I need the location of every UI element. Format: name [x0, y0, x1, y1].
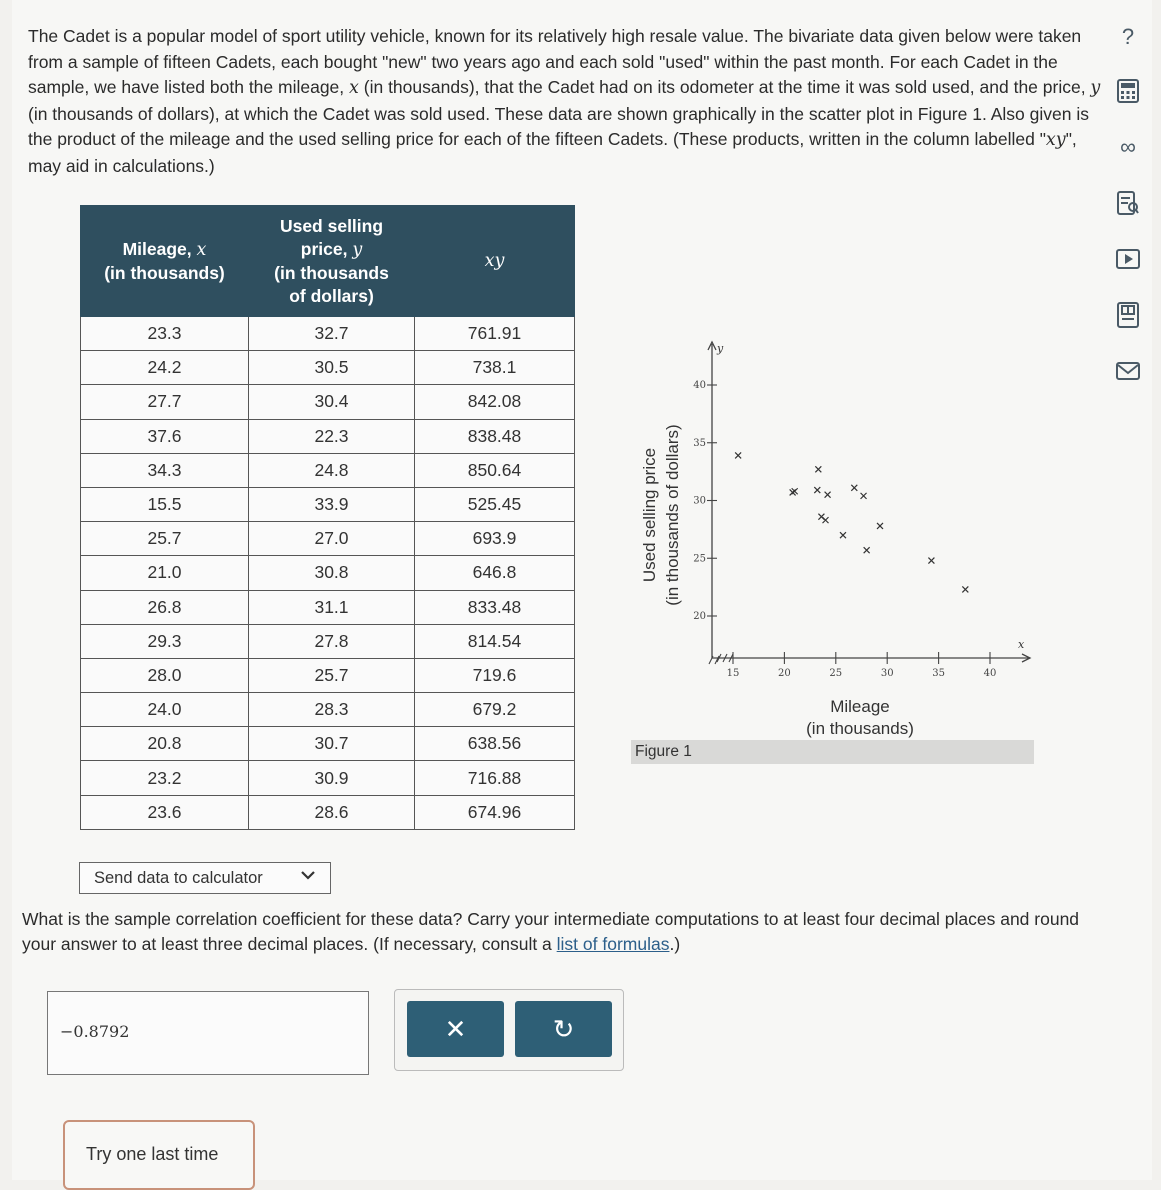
cell-xy: 761.91 [415, 317, 575, 351]
y-axis-subtitle: (in thousands of dollars) [663, 424, 682, 606]
cell-mileage: 24.0 [81, 693, 249, 727]
cell-mileage: 21.0 [81, 556, 249, 590]
x-axis-letter: x [1018, 638, 1025, 651]
cell-mileage: 23.6 [81, 795, 249, 829]
figure-caption: Figure 1 [631, 740, 1034, 764]
x-tick-label: 15 [726, 668, 740, 679]
table-row [81, 590, 575, 624]
cell-mileage: 29.3 [81, 624, 249, 658]
x-axis-break [717, 654, 733, 662]
data-point [928, 558, 934, 564]
cell-price: 31.1 [249, 590, 415, 624]
formulas-link[interactable]: list of formulas [556, 934, 670, 954]
data-icon[interactable] [1113, 188, 1143, 218]
cell-mileage: 20.8 [81, 727, 249, 761]
table-row [81, 795, 575, 829]
cell-xy: 842.08 [415, 385, 575, 419]
cell-mileage: 25.7 [81, 522, 249, 556]
data-point [861, 493, 867, 499]
cell-price: 30.4 [249, 385, 415, 419]
table-row [81, 419, 575, 453]
cell-mileage: 23.3 [81, 317, 249, 351]
question-text: What is the sample correlation coefficient for these data? Carry your intermediate computations to at least four decimal places and round your answer to at least three decimal places. (If necessary, consult a list of formulas.) [22, 909, 1080, 954]
table-row [81, 624, 575, 658]
x-axis-title: Mileage [830, 697, 890, 716]
data-table [80, 205, 575, 830]
answer-input[interactable] [47, 991, 369, 1075]
cell-xy: 833.48 [415, 590, 575, 624]
cell-price: 22.3 [249, 419, 415, 453]
undo-button[interactable] [515, 1001, 612, 1057]
data-point [840, 532, 846, 538]
y-tick-label: 25 [693, 553, 706, 565]
data-point [962, 586, 968, 592]
x-tick-label: 30 [880, 668, 894, 679]
video-icon[interactable] [1113, 244, 1143, 274]
table-row [81, 658, 575, 692]
x-tick-label: 35 [932, 668, 945, 679]
calculator-icon[interactable] [1113, 76, 1143, 106]
table-row [81, 727, 575, 761]
cell-xy: 850.64 [415, 453, 575, 487]
cell-xy: 719.6 [415, 658, 575, 692]
cell-mileage: 15.5 [81, 487, 249, 521]
y-axis-title: Used selling price [640, 447, 659, 583]
data-point [851, 485, 857, 491]
cell-mileage: 28.0 [81, 658, 249, 692]
cell-mileage: 37.6 [81, 419, 249, 453]
chart-ticks [693, 380, 996, 679]
data-point [877, 523, 883, 529]
y-axis-letter: y [717, 342, 724, 355]
table-row [81, 317, 575, 351]
data-point [792, 488, 798, 494]
infinity-icon[interactable]: ∞ [1120, 134, 1136, 159]
send-data-label: Send data to calculator [94, 868, 263, 887]
table-row [81, 385, 575, 419]
help-icon[interactable]: ? [1121, 24, 1135, 49]
mail-icon[interactable] [1113, 356, 1143, 386]
cell-xy: 525.45 [415, 487, 575, 521]
column-header-xy: xy [415, 206, 575, 317]
cell-price: 27.8 [249, 624, 415, 658]
table-row [81, 693, 575, 727]
cell-mileage: 26.8 [81, 590, 249, 624]
data-point [823, 517, 829, 523]
cell-price: 30.5 [249, 351, 415, 385]
problem-statement: The Cadet is a popular model of sport utility vehicle, known for its relatively high resale value. The bivariate data given below were taken from a sample of fifteen Cadets, each bought "new" two years ago and each sold "used" within the past month. For each Cadet in the sample, we have listed both the mileage, x (in thousands), that the Cadet had on its odometer at the time it was sold used, and the price, y (in thousands of dollars), at which the Cadet was sold used. These data are shown graphically in the scatter plot in Figure 1. Also given is the product of the mileage and the used selling price for each of the fifteen Cadets. (These products, written in the column labelled "xy", may aid in calculations.) [28, 26, 1101, 176]
answer-actions [394, 989, 624, 1071]
cell-price: 30.9 [249, 761, 415, 795]
cell-xy: 814.54 [415, 624, 575, 658]
y-tick-label: 35 [693, 437, 706, 449]
clear-button[interactable] [407, 1001, 504, 1057]
undo-icon: ↻ [552, 1013, 575, 1044]
x-tick-label: 20 [778, 668, 791, 679]
table-row [81, 351, 575, 385]
chart-points [735, 452, 968, 592]
answer-value: −0.8792 [60, 1022, 130, 1041]
data-point [814, 487, 820, 493]
cell-price: 28.3 [249, 693, 415, 727]
cell-xy: 646.8 [415, 556, 575, 590]
x-tick-label: 25 [829, 668, 843, 679]
table-row [81, 522, 575, 556]
y-tick-label: 20 [693, 611, 706, 622]
cell-xy: 638.56 [415, 727, 575, 761]
book-icon[interactable] [1113, 300, 1143, 330]
cell-xy: 716.88 [415, 761, 575, 795]
x-tick-label: 40 [983, 668, 997, 679]
table-row [81, 453, 575, 487]
cell-price: 27.0 [249, 522, 415, 556]
cell-mileage: 23.2 [81, 761, 249, 795]
data-point [790, 489, 796, 495]
y-tick-label: 30 [693, 495, 706, 507]
y-tick-label: 40 [693, 380, 706, 391]
cell-xy: 838.48 [415, 419, 575, 453]
cell-xy: 674.96 [415, 795, 575, 829]
data-point [864, 547, 870, 553]
cell-price: 25.7 [249, 658, 415, 692]
cell-price: 24.8 [249, 453, 415, 487]
table-row [81, 556, 575, 590]
send-data-to-calculator-button[interactable] [79, 862, 331, 894]
cell-mileage: 24.2 [81, 351, 249, 385]
cell-price: 30.7 [249, 727, 415, 761]
cell-xy: 738.1 [415, 351, 575, 385]
table-body [81, 317, 575, 830]
x-axis-subtitle: (in thousands) [806, 719, 914, 738]
cell-price: 30.8 [249, 556, 415, 590]
scatter-plot [630, 330, 1040, 770]
table-row [81, 761, 575, 795]
data-point [815, 466, 821, 472]
try-label: Try one last time [86, 1144, 219, 1164]
chart-axes [708, 342, 1030, 664]
cell-xy: 693.9 [415, 522, 575, 556]
column-header-price: Used selling price, y (in thousands of dollars) [249, 206, 415, 317]
column-header-mileage: Mileage, x (in thousands) [81, 206, 249, 317]
cell-mileage: 27.7 [81, 385, 249, 419]
cell-price: 28.6 [249, 795, 415, 829]
close-icon: ✕ [444, 1013, 467, 1044]
data-point [735, 452, 741, 458]
table-row [81, 487, 575, 521]
cell-price: 32.7 [249, 317, 415, 351]
chevron-down-icon [300, 868, 316, 886]
data-point [825, 492, 831, 498]
cell-mileage: 34.3 [81, 453, 249, 487]
cell-price: 33.9 [249, 487, 415, 521]
cell-xy: 679.2 [415, 693, 575, 727]
